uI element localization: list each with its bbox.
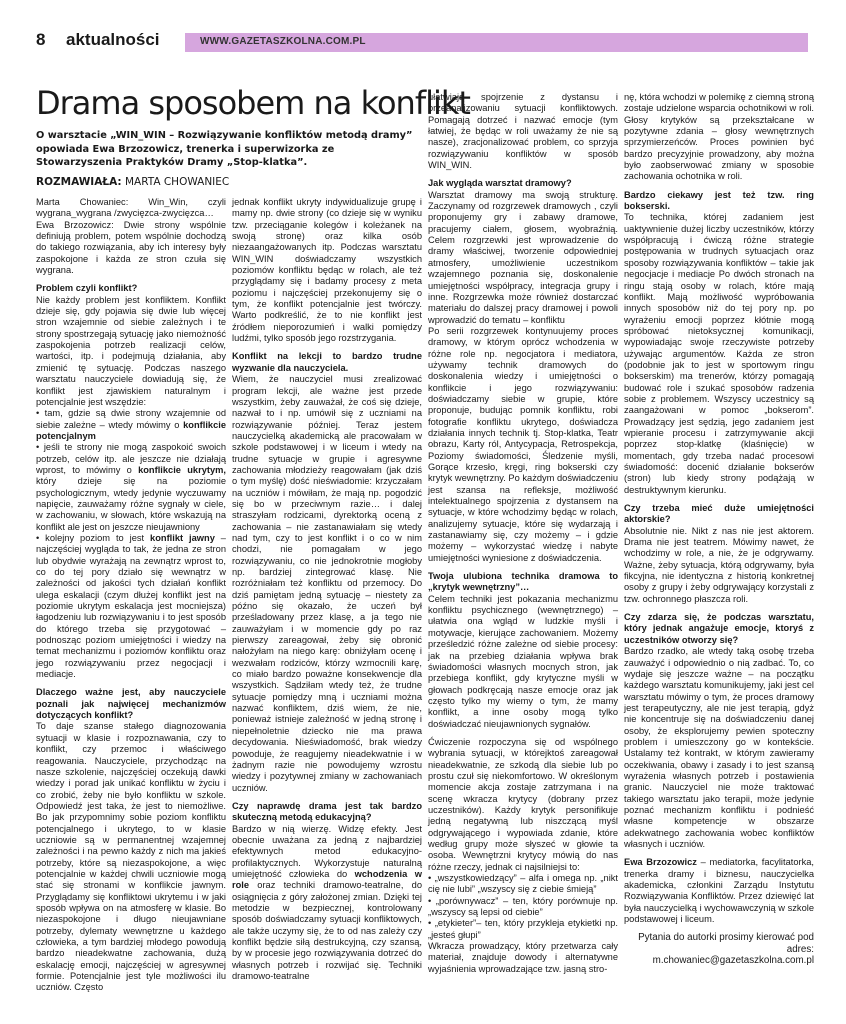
paragraph: Ćwiczenie rozpoczyna się od wspólnego wybrania sytuacji, w którejktoś zareagował nieadekwatnie, ze szkodą dla siebie lub po prostu czuł się niekomfortowo. W określonym momencie akcja zostaje zatrzymana i na scenę wkracza krytycy (dobrany przez uczestników). Każdy krytyk personifikuje jedną negatywną lub niszczącą myśl odgrywającego i wypowiada zdanie, które według grupy może słyszeć w głowie ta osoba. Wewnętrzni krytycy mówią do nas różne rzeczy, jednak ci najsilniejsi to: [428,736,618,872]
byline-label: ROZMAWIAŁA: [36,176,122,188]
subheading-problem: Problem czyli konflikt? [36,283,138,294]
text-column-3 [428,92,618,974]
article-lead: O warsztacie „WIN_WIN – Rozwiązywanie konfliktów metodą dramy” opowiada Ewa Brzozowicz, trenerka i superwizorka ze Stowarzyszenia Praktyków Dramy „Stop-klatka”. [36,130,413,169]
contact-note: Pytania do autorki prosimy kierować pod adres: m.chowaniec@gazetaszkolna.com.pl [638,932,814,967]
website-url[interactable]: WWW.GAZETASZKOLNA.COM.PL [200,36,366,47]
article-title: Drama sposobem na konflikt [36,84,470,122]
page-number: 8 [36,30,46,49]
subheading-boxing-ring: Bardzo ciekawy jest też tzw. ring bokserski. [624,189,814,212]
paragraph: jednak konflikt ukryty indywidualizuje grupę i mamy np. dwie strony (co dzieje się w wyniku tzw. przeciąganie kolegów i koleżanek na swoją stronę) oraz kilka osób niezaangażowanych itp. Podczas warsztatu WIN_WIN doświadczamy wszystkich poziomów konfliktu będąc w rolach, ale też przyglądamy się i badamy procesy z meta poziomu i najczęściej przekonujemy się o tym, że konflikt potencjalnie jest twórczy. Warto podkreślić, że to nie konflikt jest źródłem nieporozumień i walki pomiędzy ludźmi, tylko sposób jego rozstrzygania. [232,197,422,344]
paragraph: Celem techniki jest pokazania mechanizmu konfliktu psychicznego (wewnętrznego) – ułatwia ona wgląd w ludzkie myśli i motywacje, kierujące zachowaniem. Możemy prześledzić różne zależne od siebie procesy: jak na przebieg działania wpływa brak świadomości własnych mocnych stron, jak przebiega konflikt, gdy krytyczne myśli w głowach podkręcają nasze emocje oraz jak często tylko my wiemy o tym, że mamy konflikt, a inne osoby mogą tylko doświadczać nieujawnionych sygnałów. [428,593,618,729]
paragraph: Wiem, że nauczyciel musi zrealizować program lekcji, ale ważne jest przede wszystkim, żeby zauważał, że coś się dzieje, nazwał to i np. umówił się z uczniami na rozwiązywanie później. Teraz jestem nauczycielką akademicką ale pracowałam w szkole podstawowej i w liceum i wtedy na trudne sytuacje w grupie i agresywne zachowania młodzieży reagowałam (jak dziś o tym myślę) dość nieświadomie: krzyczałam na uczniów i mówiłam, że mają np. pogodzić się bo w przeciwnym razie… i dalej straszyłam rodzicami, dyrektorką oceną z zachowania – nie zastanawiałam się wtedy nad tym, czy to jest konflikt i o co w nim chodzi, nie pomagałam w jego rozwiązywaniu, co nie jednokrotnie mogłoby np. bardziej zintegrować klasę. Nie rozróżniałam też konfliktu od przemocy. Do dziś pamiętam jedną sytuację – niestety za późno się okazało, że uczeń był prześladowany przez klasę, a ja tego nie zauważyłam i w momencie gdy po raz pierwszy zareagował, żeby się obronić nałożyłam na niego karę: obniżyłam ocenę i wezwałam rodziców, którzy wzmocnili karę, co miało bardzo poważne konsekwencje dla wszystkich. Sądziłam wtedy też, że trudne sytuacje pomiędzy mną i uczniami można nazwać konfliktem, dziś wiem, że nie, ponieważ istnieje zależność w jedną stronę i niepełnoletnie dziecko nie ma prawa decydowania. Nieświadomość, brak wiedzy powoduje, że reagujemy nieadekwatnie i w żadnym razie nie powodujemy wzrostu wiedzy i pozytywnej zmiany w zachowaniach uczniów. [232,374,422,793]
section-name: aktualności [66,30,160,49]
question-1: Marta Chowaniec: Win_Win, czyli wygrana_wygrana /zwycięzca-zwycięzca… [36,197,226,219]
paragraph: Bardzo rzadko, ale wtedy taką osobę trzeba zauważyć i odpowiednio o nią zadbać. To, co wydaje się jeszcze ważne – na początku każdego warsztatu komunikujemy, jaki jest cel warsztatu mówimy o tym, że proces dramowy jest terapeutyczny, ale nie jest terapią, gdyż nie koncentruje się na doświadczeniu danej osoby, że eksplorujemy pewien spoteczny problem i umieszczony go w kontekście. Ustalamy też kontrakt, w którym zawieramy oczekiwania, obawy i zasady i to jest szansą wyrażenia własnych potrzeb i postawienia granic. Nauczyciel nie może traktować takiego warsztatu jako terapii, może jedynie poznać mechanizm konfliktu i podnieść własne kompetencje w obszarze adekwatnego zachowania wobec konfliktów własnych i uczniów. [624,646,814,849]
subheading-critic: Twoja ulubiona technika dramowa to „krytyk wewnętrzny”… [428,571,618,593]
paragraph: ułatwiają spojrzenie z dystansu i przeanalizowaniu sytuacji konfliktowych. Pomagają dotrzeć i nazwać emocje (tym łatwiej, że będąc w roli uważamy że nie są nasze), zracjonalizować problem, co sprzyja rozwiązywaniu konfliktów w sposób WIN_WIN. [428,92,618,171]
bullet-item: • jeśli te strony nie mogą zaspokoić swoich potrzeb, celów itp. ale jeszcze nie działają wprost, to mówimy o konflikcie ukrytym, który dzieje się na poziomie psychologicznym, wtedy jedynie wyczuwamy napięcie, zauważamy różne sygnały w ciele, w zachowaniu, w słowach, które wskazują na konflikt ale jest on jeszcze nieujawniony [36,442,226,532]
subheading-why: Dlaczego ważne jest, aby nauczyciele poznali jak najwięcej mechanizmów dotyczących konflikt? [36,687,226,721]
paragraph: Nie każdy problem jest konfliktem. Konflikt dzieje się, gdy pojawia się dwie lub więcej stron wzajemnie od siebie zależnych i te strony spostrzegają sytuację jako niemożność zaspokojenia potrzeb realizacji celów, wartości, itp. i podejmują działania, aby zmienić tę sytuację. Podczas naszego warsztatu nauczyciele dowiadują się, że konflikt jest zjawiskiem naturalnym i potencjalnie jest wszędzie: [36,294,226,407]
answer-1: Ewa Brzozowicz: Dwie strony wspólnie definiują problem, potem wspólnie dochodzą do takiego rozwiązania, aby ich interesy były zaspokojone i każda ze stron czuła się wygrana. [36,219,226,276]
bullet-item: • „porównywacz” – ten, który porównuje np. „wszyscy są lepsi od ciebie” [428,895,618,918]
page-header [0,0,846,62]
paragraph: Warsztat dramowy ma swoją strukturę. Zaczynamy od rozgrzewek dramowych , czyli proponujemy gry i zabawy dramowe, pracujemy ciałem, głosem, wyobraźnią. Celem rozgrzewki jest wprowadzenie do dramy właściwej, tworzenie odpowiedniej atmosfery, umożliwienie uczestnikom wzajemnego poznania się, doskonalenie umiejętności współpracy, integracja grupy i inne. Rozgrzewka może również dostarczać materiału do dalszej pracy dramowej i powoli wprowadzić do tematu – konfliktu [428,189,618,325]
paragraph: Wkracza prowadzący, który przetwarza cały materiał, znajduje dowody i alternatywne wyjaśnienia wprowadzające tzw. jasną stro- [428,941,618,974]
text-column-1 [36,197,226,1017]
paragraph: To daje szanse stałego diagnozowania sytuacji w klasie i rozpoznawania, czy to konflikt, czy przemoc i właściwego reagowania. Nauczyciele, przychodząc na nasze szkolenie, najczęściej oczekują dawki wiedzy i porad jak unikać konfliktu w życiu i co zrobić, żeby nie było konfliktu w szkole. Odpowiedź jest taka, że jest to niemożliwe. Bo jak przypomnimy sobie poziom konfliktu potencjalnego i ukrytego, to w klasie uczniowie są w permanentnej wzajemnej zależności i na pewno każdy z nich ma jakieś potrzeby, które są niezaspokojone, a więc potencjalnie w każdej chwili uczniowie mogą stać się stronami w konflikcie jawnym. Przyglądamy się konfliktowi ukrytemu i w jaki sposób wpływa on na atmosferę w klasie. Bo niezaspokojone i długo nieujawniane potrzeby, dylematy wewnętrzne u każdego człowieka, a tym bardziej młodego powodują bardzo nieadekwatne zachowania, dużą eskalację emocji, najczęściej w agresywnej formie. Potencjalnie jest tyle możliwości ilu uczniów. Często [36,721,226,993]
subheading-lesson: Konflikt na lekcji to bardzo trudne wyzwanie dla nauczyciela. [232,351,422,373]
paragraph: Po serii rozgrzewek kontynuujemy proces dramowy, w którym oprócz wchodzenia w różne role np. negocjatora i mediatora, używamy technik dramowych do doskonalenia wiedzy i umiejętności o konflikcie i jego rozwiązywaniu: doświadczamy siebie w grupie, które proponuje, budując pomnik konfliktu, robi fotografie konfliktu ukrytego, doświadcza działania innych technik tj. Stop-klatka, Teatr obrazu, Karty ról, Antycypacja, Retrospekcja, Poziomy świadomości, Śledzenie myśli, Gorące krzesło, kręgi, ring bokserski czy krytyk wewnętrzny. Po każdym doświadczeniu jest szansa na refleksje, możliwość intelektualnego spojrzenia z dystansem na sytuacje, w które wchodzimy będąc w rolach, analizujemy sytuacje, które się wydarzają i zastanawiamy się, czy możemy – i gdzie możemy – wykorzystać wiedzę i nabyte umiejętności wyniesione z doświadczenia. [428,325,618,563]
bullet-item: • „wszystkowiedzący” – alfa i omega np. „nikt cię nie lubi” „wszyscy się z ciebie śmieją” [428,873,618,895]
paragraph: To technika, której zadaniem jest uaktywnienie dużej liczby uczestników, którzy współpracują i ćwiczą różne strategie postępowania w trudnych sytuacjach oraz sposoby rozwiązywania konfliktów – takie jak negocjacje i mediacje Po dwóch stronach na ringu stają osoby w rolach, które mają konflikt. Mają możliwość wypróbowania innych sposobów niż do tej pory np. po wyrażeniu emocji poprzez kłótnie mogą spróbować nietoksycznej komunikacji, wypowiadając swoje rzeczywiste potrzeby używając argumentów. Każda ze stron (podobnie jak to jest w sportowym ringu bokserskim) ma trenerów, którzy pomagają budować role i szukać sposobów radzenia sobie z problemem. Wszyscy uczestnicy są zaangażowani w pomoc „bokserom”. Prowadzący jest sędzią, jego zadaniem jest wpieranie procesu i zatrzymywanie akcji poprzez stop-klatkę (klaśnięcie) w momentach, gdy trzeba nadać procesowi świadomość: docenić działanie bokserów (stron) lub kiedy strony podążają w destruktywnym kierunku. [624,212,814,495]
subheading-workshop: Jak wygląda warsztat dramowy? [428,178,572,189]
bullet-item: • tam, gdzie są dwie strony wzajemnie od siebie zależne – wtedy mówimy o konflikcie potencjalnym [36,408,226,441]
bullet-item: • kolejny poziom to jest konflikt jawny – najczęściej wygląda to tak, że jedna ze stron lub obydwie wyrażają na zewnątrz wprost to, co do tej pory działo się wewnątrz w zależności od jakości tych działań konflikt ulega eskalacji (czym dłużej konflikt jest na poziomie ukrytym eskalacja jest mocniejsza) łagodzeniu lub rozwiązywaniu i to jest sposób do którego trzeba się przygotować – podnosząc poziom umiejętności i wiedzy na temat mechanizmu i poziomów konfliktu oraz jego rozwiązywaniu przez negocjacji i mediacje. [36,532,226,680]
header-url-bar [185,33,808,52]
paragraph: Absolutnie nie. Nikt z nas nie jest aktorem. Drama nie jest teatrem. Mówimy nawet, że wchodzimy w role, a nie, że je odgrywamy. Ważne, żeby sytuacja, którą odgrywamy, była fikcyjna, nie identyczna z historią konkretnej osoby z grupy i żeby odgrywający korzystali z tzw. ochronnego płaszcza roli. [624,525,814,604]
author-bio: Ewa Brzozowicz – mediatorka, facylitatorka, trenerka dramy i biznesu, nauczycielka akademicka, członkini Zarządu Instytutu Rozwiązywania Konfliktów. Przez dziewięć lat była nauczycielką i wychowawczynią w szkole podstawowej i liceum. [624,857,814,925]
paragraph: nę, która wchodzi w polemikę z ciemną stroną zostaje udzielone wsparcia ochotnikowi w roli. Głosy krytyków są przekształcane w pozytywne zdania – głosy wewnętrznych sprzymierzeńców. Proces powinien być bardzo precyzyjnie prowadzony, aby można było zaobserwować zmiany w sposobie zachowania ochotnika w roli. [624,92,814,182]
bullet-item: • „etykieter”– ten, który przykleja etykietki np. „jesteś głupi” [428,918,618,940]
paragraph: Bardzo w nią wierzę. Widzę efekty. Jest obecnie uważana za jedną z najbardziej efektywnych metod edukacyjno-profilaktycznych. Wykorzystuje naturalną umiejętność człowieka do wchodzenia w role oraz techniki dramowo-teatralne, do osiągnięcia z góry założonej zmian. Dzięki tej metodzie w bezpiecznej, kontrolowany sposób doświadczamy sytuacji konfliktowych, ale także uczymy się, że to od nas zależy czy konflikt będzie siłą destrukcyjną, czy szansą, by w procesie jego rozwiązywania dotrzeć do własnych potrzeb i rozwijać się. Techniki dramowo-teatralne [232,823,423,982]
text-column-2 [232,197,422,1017]
subheading-drama-effective: Czy naprawdę drama jest tak bardzo skuteczną metodą edukacyjną? [232,800,422,823]
subheading-emotions: Czy zdarza się, że podczas warsztatu, który jednak angażuje emocje, ktoryś z uczestników otworzy się? [624,612,814,645]
text-column-4 [624,92,814,967]
subheading-acting: Czy trzeba mieć duże umiejętności aktorskie? [624,503,814,525]
byline-author: MARTA CHOWANIEC [124,176,230,188]
article-byline [36,176,229,188]
